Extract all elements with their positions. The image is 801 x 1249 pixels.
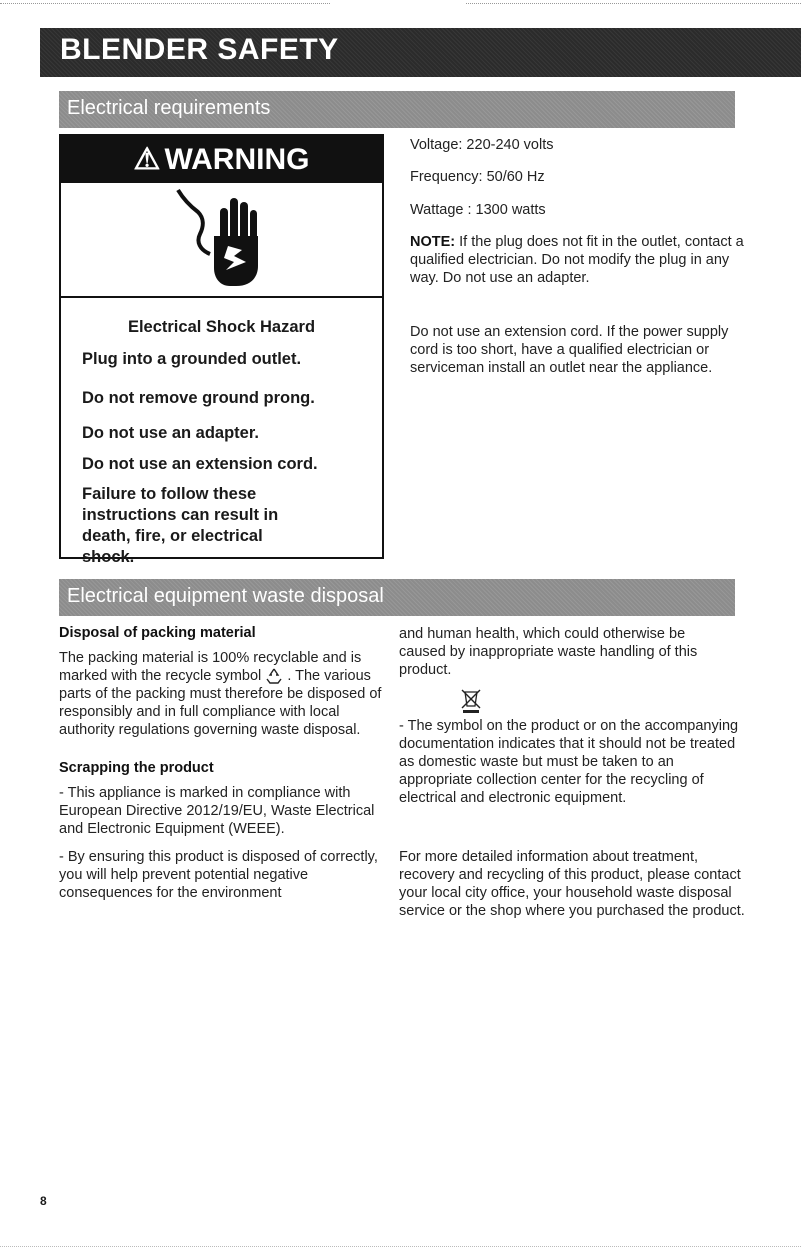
warning-label-text: WARNING bbox=[164, 143, 310, 176]
more-info-paragraph: For more detailed information about treatment, recovery and recycling of this product, please contact your local city office, your household waste disposal service or the shop where you purchased the product. bbox=[399, 849, 745, 919]
bottom-divider bbox=[0, 1246, 801, 1247]
recycle-icon bbox=[265, 668, 283, 684]
hazard-line: Do not use an extension cord. bbox=[82, 455, 318, 473]
symbol-text: - The symbol bbox=[399, 718, 483, 734]
electric-shock-hand-icon bbox=[170, 186, 270, 294]
health-paragraph: and human health, which could otherwise be caused by inappropriate waste handling of this product. bbox=[399, 626, 698, 678]
scrapping-paragraph-2: - By ensuring this product is disposed of correctly, you will help prevent potential negative consequences for the environment bbox=[59, 849, 378, 901]
wattage-spec: Wattage : 1300 watts bbox=[410, 202, 546, 218]
hazard-line: Do not use an adapter. bbox=[82, 424, 259, 442]
packing-paragraph bbox=[59, 649, 384, 739]
note-label: NOTE: bbox=[410, 234, 456, 250]
frequency-spec: Frequency: 50/60 Hz bbox=[410, 169, 545, 185]
warning-divider bbox=[59, 296, 384, 298]
top-divider-left bbox=[0, 3, 330, 4]
note-paragraph bbox=[410, 233, 750, 287]
hazard-title: Electrical Shock Hazard bbox=[127, 318, 316, 336]
section-heading-electrical-requirements: Electrical requirements bbox=[67, 97, 271, 119]
warning-label bbox=[59, 142, 384, 177]
hazard-line: Failure to follow these instructions can result in death, fire, or electrical shock. bbox=[82, 485, 279, 566]
packing-text-continued: . The various parts of the packing must therefore be disposed of responsibly and in full compliance with local authority regulations governing waste disposal. bbox=[59, 668, 382, 738]
scrapping-paragraph-1: - This appliance is marked in compliance with European Directive 2012/19/EU, Waste Electrical and Electronic Equipment (WEEE). bbox=[59, 785, 375, 837]
section-heading-waste-disposal: Electrical equipment waste disposal bbox=[67, 585, 384, 607]
symbol-paragraph bbox=[399, 717, 744, 807]
top-divider-right bbox=[466, 3, 801, 4]
packing-heading: Disposal of packing material bbox=[59, 625, 256, 641]
packing-text: The packing material is 100% recyclable and is marked with the recycle symbol bbox=[59, 650, 362, 684]
hazard-line: Do not remove ground prong. bbox=[82, 389, 315, 407]
extension-cord-paragraph: Do not use an extension cord. If the power supply cord is too short, have a qualified electrician or serviceman install an outlet near the appliance. bbox=[410, 324, 729, 376]
page-title: BLENDER SAFETY bbox=[60, 33, 339, 66]
hazard-line: Plug into a grounded outlet. bbox=[82, 350, 302, 368]
symbol-text-continued: on the product or on the accompanying documentation indicates that it should not be treated as domestic waste but must be taken to an appropriate collection center for the recycling of electrical and electronic equipment. bbox=[399, 718, 739, 806]
note-text: If the plug does not fit in the outlet, contact a qualified electrician. Do not modify the plug in any way. Do not use an adapter. bbox=[410, 234, 744, 286]
page-number: 8 bbox=[40, 1194, 47, 1208]
warning-triangle-icon: ⚠ bbox=[133, 143, 161, 176]
voltage-spec: Voltage: 220-240 volts bbox=[410, 137, 554, 153]
weee-bin-icon bbox=[460, 688, 482, 714]
scrapping-heading: Scrapping the product bbox=[59, 760, 214, 776]
